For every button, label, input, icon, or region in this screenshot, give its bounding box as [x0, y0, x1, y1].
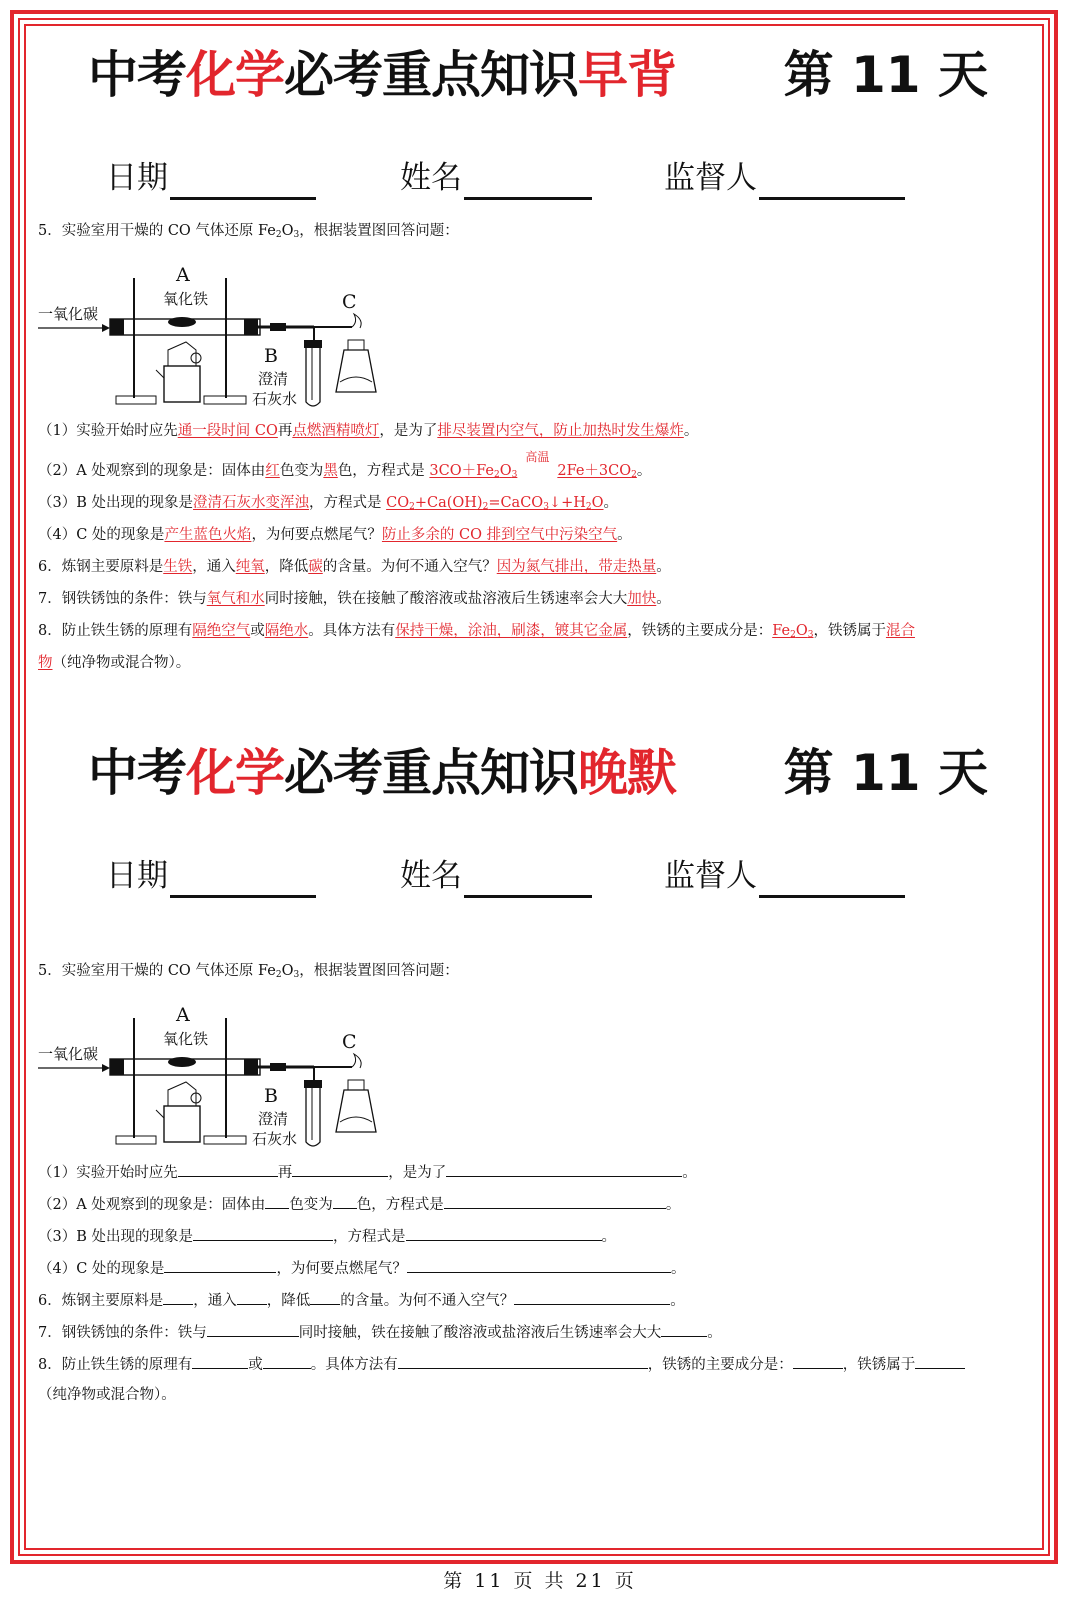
title-part-3: 必考重点知识	[284, 744, 578, 802]
m-q6-p1: 6．炼钢主要原料是	[38, 559, 164, 575]
e-q8-blank-4[interactable]	[793, 1353, 843, 1369]
m-q4-answer-1: 产生蓝色火焰	[164, 527, 252, 543]
m-q8-p5: ，铁锈属于	[813, 623, 886, 639]
m-q7-p1: 7．钢铁锈蚀的条件：铁与	[38, 591, 207, 607]
m-q8-answer-3: 保持干燥，涂油，刷漆，镀其它金属	[395, 623, 628, 639]
m-q7-p2: 同时接触，铁在接触了酸溶液或盐溶液后生锈速率会大大	[264, 591, 628, 607]
name-label: 姓名	[400, 858, 462, 894]
e-q7-p1: 7．钢铁锈蚀的条件：铁与	[38, 1325, 207, 1341]
apparatus-diagram	[36, 262, 396, 412]
m-q1-answer-1: 通一段时间 CO	[177, 423, 278, 439]
m-q2-answer-2: 黑	[323, 463, 338, 479]
apparatus-diagram	[36, 1002, 396, 1152]
e-q8-blank-1[interactable]	[192, 1353, 248, 1369]
m-q6-p4: 的含量。为何不通入空气？	[322, 559, 497, 575]
e-q6-blank-4[interactable]	[514, 1289, 670, 1305]
e-q2-p4: 。	[665, 1197, 681, 1213]
q5-sub2: 3	[293, 970, 300, 980]
e-q2-blank-3[interactable]	[444, 1193, 666, 1209]
supervisor-field[interactable]	[759, 163, 905, 200]
date-field[interactable]	[170, 163, 316, 200]
q5-sub: 2	[275, 970, 282, 980]
e-q1-p3: ，是为了	[388, 1165, 447, 1181]
q3-e1: CO	[386, 495, 410, 511]
m-q6-p2: ，通入	[192, 559, 236, 575]
m-q2-p4: 。	[636, 463, 652, 479]
e-q6-blank-3[interactable]	[310, 1289, 340, 1305]
e-q4-blank-1[interactable]	[164, 1257, 276, 1273]
q5-mid: O	[281, 223, 294, 239]
e-q8-p1: 8．防止铁生锈的原理有	[38, 1357, 193, 1373]
day-label: 第 11 天	[783, 744, 988, 802]
title-part-3: 必考重点知识	[284, 46, 578, 104]
date-label: 日期	[106, 160, 168, 196]
q5-mid: O	[281, 963, 294, 979]
m-q3-p3: 。	[603, 495, 618, 511]
e-q6-blank-1[interactable]	[163, 1289, 193, 1305]
day-label: 第 11 天	[783, 46, 988, 104]
name-field[interactable]	[464, 861, 592, 898]
label-a-sub: 氧化铁	[163, 1030, 209, 1048]
title-part-4: 早背	[578, 46, 676, 104]
e-q2-p2: 色变为	[289, 1197, 333, 1213]
q5-end: ，根据装置图回答问题：	[299, 223, 459, 239]
q3-e4: ↓+H	[548, 495, 586, 511]
title-part-2: 化学	[186, 744, 284, 802]
m-q6-answer-3: 碳	[308, 559, 323, 575]
m-q6-p5: 。	[656, 559, 671, 575]
e-q8-p2: 或	[248, 1357, 263, 1373]
m-q6-p3: ，降低	[264, 559, 309, 575]
evening-q8	[38, 1353, 965, 1375]
morning-q4	[38, 525, 632, 545]
supervisor-label: 监督人	[664, 858, 757, 894]
label-a: A	[176, 1004, 190, 1026]
rust-o: O	[795, 623, 808, 639]
e-q6-p5: 。	[670, 1293, 685, 1309]
e-q7-p2: 同时接触，铁在接触了酸溶液或盐溶液后生锈速率会大大	[298, 1325, 662, 1341]
e-q8-p6: （纯净物或混合物）。	[38, 1387, 176, 1403]
e-q1-p2: 再	[277, 1165, 293, 1181]
q3-s4: 2	[585, 502, 592, 512]
m-q8-answer-1: 隔绝空气	[192, 623, 251, 639]
e-q8-p4: ，铁锈的主要成分是：	[647, 1357, 793, 1373]
m-q8-p2: 或	[250, 623, 265, 639]
evening-q2	[38, 1193, 680, 1215]
m-q1-answer-2: 点燃酒精喷灯	[292, 423, 380, 439]
q3-e2: +Ca(OH)	[414, 495, 483, 511]
m-q8-answer-2: 隔绝水	[264, 623, 309, 639]
m-q2-p2: 色变为	[279, 463, 324, 479]
m-q8-answer-5a: 混合	[885, 623, 915, 639]
e-q7-p3: 。	[707, 1325, 722, 1341]
title-part-1: 中考	[88, 744, 186, 802]
rust-fe: Fe	[772, 623, 791, 639]
title-part-1: 中考	[88, 46, 186, 104]
e-q4-p3: 。	[670, 1261, 686, 1277]
e-q3-p1: （3）B 处出现的现象是	[38, 1229, 193, 1245]
eq-s2: 3	[511, 470, 518, 480]
m-q1-p1: （1）实验开始时应先	[38, 423, 178, 439]
label-b: B	[264, 345, 278, 367]
eq-s1: 2	[493, 470, 500, 480]
e-q3-blank-1[interactable]	[193, 1225, 333, 1241]
section-title-morning	[88, 40, 1008, 110]
date-label: 日期	[106, 858, 168, 894]
e-q8-p5: ，铁锈属于	[842, 1357, 916, 1373]
e-q6-p3: ，降低	[266, 1293, 311, 1309]
label-b: B	[264, 1085, 278, 1107]
eq-right: 2Fe＋3CO	[557, 463, 632, 479]
name-field[interactable]	[464, 163, 592, 200]
e-q1-blank-1[interactable]	[178, 1161, 278, 1177]
morning-q6	[38, 557, 671, 577]
eq-condition	[517, 450, 557, 481]
morning-q1	[38, 421, 698, 441]
e-q8-blank-2[interactable]	[263, 1353, 311, 1369]
label-b-sub2: 石灰水	[252, 1130, 298, 1148]
m-q4-p3: 。	[617, 527, 632, 543]
morning-q7	[38, 589, 671, 609]
page-footer: 第 11 页 共 21 页	[443, 1570, 637, 1592]
label-gas: 一氧化碳	[38, 1045, 99, 1063]
label-b-sub2: 石灰水	[252, 390, 298, 408]
label-b-sub1: 澄清	[258, 370, 289, 388]
m-q2-p3: 色，方程式是	[337, 463, 430, 479]
label-c: C	[342, 291, 357, 313]
e-q6-p2: ，通入	[193, 1293, 237, 1309]
m-q6-answer-1: 生铁	[163, 559, 193, 575]
supervisor-label: 监督人	[664, 160, 757, 196]
m-q8-p3: 。具体方法有	[308, 623, 396, 639]
m-q4-p2: ，为何要点燃尾气？	[251, 527, 382, 543]
rust-s2: 3	[807, 630, 814, 640]
e-q3-p2: ，方程式是	[333, 1229, 406, 1245]
morning-q8	[38, 621, 915, 641]
e-q6-blank-2[interactable]	[237, 1289, 267, 1305]
title-part-4: 晚默	[578, 744, 676, 802]
m-q8-p1: 8．防止铁生锈的原理有	[38, 623, 193, 639]
q5-sub: 2	[275, 230, 282, 240]
e-q1-blank-2[interactable]	[292, 1161, 388, 1177]
evening-q6	[38, 1289, 685, 1311]
label-a: A	[176, 264, 190, 286]
m-q3-answer-1: 澄清石灰水变浑浊	[193, 495, 309, 511]
e-q6-p1: 6．炼钢主要原料是	[38, 1293, 164, 1309]
label-gas: 一氧化碳	[38, 305, 99, 323]
q5-text: 5．实验室用干燥的 CO 气体还原 Fe	[38, 963, 276, 979]
e-q1-blank-3[interactable]	[446, 1161, 682, 1177]
label-a-sub: 氧化铁	[163, 290, 209, 308]
m-q8-p4: ，铁锈的主要成分是：	[627, 623, 773, 639]
m-q2-answer-1: 红	[265, 463, 280, 479]
morning-q3	[38, 493, 618, 513]
date-field[interactable]	[170, 861, 316, 898]
title-part-2: 化学	[186, 46, 284, 104]
evening-q7	[38, 1321, 722, 1343]
m-q3-equation	[386, 495, 603, 511]
morning-q2	[38, 450, 652, 481]
label-b-sub1: 澄清	[258, 1110, 289, 1128]
name-label: 姓名	[400, 160, 462, 196]
e-q2-blank-2[interactable]	[333, 1193, 357, 1209]
e-q7-blank-2[interactable]	[661, 1321, 707, 1337]
q5-text: 5．实验室用干燥的 CO 气体还原 Fe	[38, 223, 276, 239]
m-q4-p1: （4）C 处的现象是	[38, 527, 165, 543]
q3-s3: 3	[543, 502, 549, 512]
supervisor-field[interactable]	[759, 861, 905, 898]
info-row-evening	[106, 854, 926, 898]
m-q7-p3: 。	[656, 591, 671, 607]
m-q1-p3: ，是为了	[379, 423, 438, 439]
eq-s3: 2	[631, 470, 637, 480]
e-q3-blank-2[interactable]	[406, 1225, 602, 1241]
evening-q4	[38, 1257, 685, 1279]
e-q6-p4: 的含量。为何不通入空气？	[340, 1293, 515, 1309]
eq-cond-text: 高温	[525, 450, 550, 464]
q3-s1: 2	[409, 502, 415, 512]
e-q4-p1: （4）C 处的现象是	[38, 1261, 165, 1277]
e-q1-p4: 。	[682, 1165, 697, 1181]
e-q7-blank-1[interactable]	[207, 1321, 299, 1337]
m-q1-answer-3: 排尽装置内空气，防止加热时发生爆炸	[437, 423, 684, 439]
q5-sub2: 3	[293, 230, 300, 240]
evening-q8-cont	[38, 1385, 176, 1405]
m-q7-answer-2: 加快	[627, 591, 657, 607]
evening-q3	[38, 1225, 616, 1247]
label-c: C	[342, 1031, 357, 1053]
q3-s2: 2	[482, 502, 489, 512]
info-row-morning	[106, 156, 926, 200]
e-q4-blank-2[interactable]	[407, 1257, 671, 1273]
eq-left: 3CO＋Fe	[429, 463, 494, 479]
e-q8-blank-5[interactable]	[915, 1353, 965, 1369]
e-q3-p3: 。	[601, 1229, 616, 1245]
m-q2-p1: （2）A 处观察到的现象是：固体由	[38, 463, 266, 479]
m-q6-answer-2: 纯氧	[235, 559, 265, 575]
e-q8-p3: 。具体方法有	[310, 1357, 398, 1373]
m-q3-p1: （3）B 处出现的现象是	[38, 495, 193, 511]
rust-s1: 2	[790, 630, 796, 640]
e-q8-blank-3[interactable]	[398, 1353, 648, 1369]
question-5-intro	[38, 221, 459, 241]
m-q7-answer-1: 氧气和水	[206, 591, 265, 607]
e-q1-p1: （1）实验开始时应先	[38, 1165, 178, 1181]
m-q2-equation	[429, 450, 637, 480]
m-q1-p4: 。	[683, 423, 699, 439]
q3-e3: =CaCO	[488, 495, 544, 511]
m-q8-answer-5b: 物	[38, 655, 53, 671]
morning-q8-cont	[38, 653, 190, 673]
m-q6-answer-4: 因为氮气排出，带走热量	[496, 559, 657, 575]
e-q4-p2: ，为何要点燃尾气？	[276, 1261, 407, 1277]
m-q8-answer-4	[772, 623, 813, 639]
e-q2-p1: （2）A 处观察到的现象是：固体由	[38, 1197, 266, 1213]
evening-q1	[38, 1161, 697, 1183]
m-q3-p2: ，方程式是	[309, 495, 387, 511]
section-title-evening	[88, 738, 1008, 808]
e-q2-blank-1[interactable]	[265, 1193, 289, 1209]
e-q2-p3: 色，方程式是	[356, 1197, 444, 1213]
m-q4-answer-2: 防止多余的 CO 排到空气中污染空气	[381, 527, 618, 543]
q5-end: ，根据装置图回答问题：	[299, 963, 459, 979]
m-q1-p2: 再	[277, 423, 293, 439]
m-q8-p6: （纯净物或混合物）。	[52, 655, 191, 671]
question-5-intro	[38, 961, 459, 981]
eq-o: O	[499, 463, 512, 479]
q3-e5: O	[591, 495, 604, 511]
